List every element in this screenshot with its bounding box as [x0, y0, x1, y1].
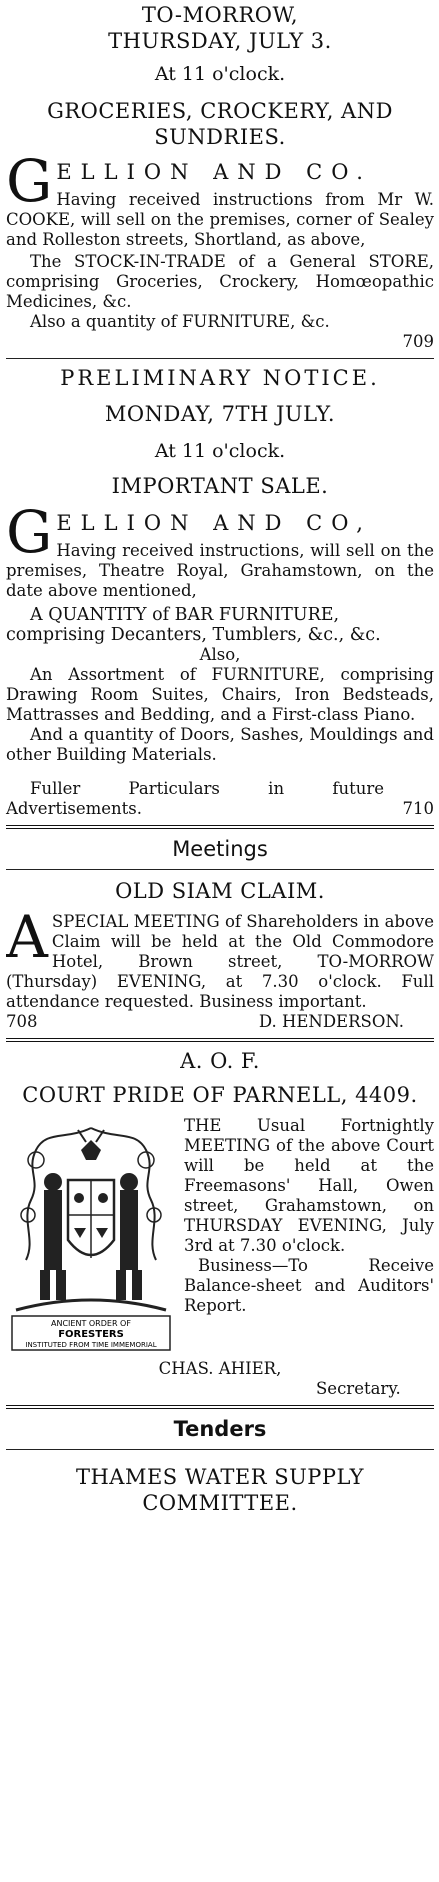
divider: [6, 1405, 434, 1409]
drop-cap: G: [6, 156, 53, 215]
ad-business: Business—To Receive Balance-sheet and Auditors' Report.: [184, 1256, 434, 1315]
ad-body: THE Usual Fortnightly MEETING of the above Court will be held at the Freemasons' Hall, Owen street, Grahamstown, on THURSDAY EVENING, July 3rd at 7.30 o'clock.: [184, 1116, 434, 1255]
ad-item: A QUANTITY of BAR FURNITURE, comprising Decanters, Tumblers, &c., &c.: [6, 605, 381, 645]
ad-date: MONDAY, 7TH JULY.: [104, 402, 336, 426]
divider: [6, 825, 434, 829]
auctioneer-rest: ELLION AND CO.: [56, 160, 372, 184]
divider: [6, 358, 434, 359]
ad-time: At 11 o'clock.: [154, 440, 286, 462]
ad-date-line: TO-MORROW,: [141, 3, 299, 27]
auctioneer-name: [6, 507, 434, 601]
section-heading: Meetings: [172, 837, 268, 861]
ad-item: And a quantity of Doors, Sashes, Mouldings and other Building Materials.: [6, 725, 434, 764]
drop-cap: G: [6, 507, 53, 566]
ad-date-line: THURSDAY, JULY 3.: [108, 29, 332, 53]
newspaper-column: [6, 0, 434, 1516]
ad-title: OLD SIAM CLAIM.: [115, 879, 325, 903]
crest-text-line: ANCIENT ORDER OF: [51, 1319, 131, 1328]
ad-signer: CHAS. AHIER,: [158, 1359, 282, 1378]
ad-body-wrap: [6, 912, 434, 1012]
crest-text-line: INSTITUTED FROM TIME IMMEMORIAL: [25, 1341, 157, 1349]
ad-also: Also,: [199, 645, 241, 664]
ad-title: THAMES WATER SUPPLY COMMITTEE.: [75, 1465, 365, 1515]
advert-aof: [6, 1048, 434, 1399]
advert-709: [6, 0, 434, 352]
ad-title: GROCERIES, CROCKERY, AND SUNDRIES.: [47, 99, 393, 149]
ad-body: Having received instructions, will sell on the premises, Theatre Royal, Grahamstown, on the date above mentioned,: [6, 541, 434, 600]
ad-body: SPECIAL MEETING of Shareholders in above Claim will be held at the Old Commodore Hotel, Brown street, TO-MORROW (Thursday) EVENING, at 7.30 o'clock. Full attendance requested. Business important.: [6, 912, 434, 1011]
ad-stock: The STOCK-IN-TRADE of a General STORE, comprising Groceries, Crockery, Homœopathic Medicines, &c.: [6, 252, 434, 311]
ad-title: IMPORTANT SALE.: [111, 474, 329, 498]
ad-title: A. O. F.: [180, 1049, 260, 1073]
drop-cap: A: [6, 912, 48, 971]
crest-text-line: FORESTERS: [58, 1329, 124, 1340]
ad-item: An Assortment of FURNITURE, comprising Drawing Room Suites, Chairs, Iron Bedsteads, Mattrasses and Bedding, and a First-class Piano.: [6, 665, 434, 724]
ad-number: 709: [402, 332, 434, 351]
ad-signature-row: [6, 1012, 434, 1032]
foresters-crest-emblem: [6, 1120, 176, 1355]
ad-number: 708: [6, 1012, 38, 1031]
advert-710: [6, 365, 434, 819]
divider: [6, 1038, 434, 1042]
ad-time: At 11 o'clock.: [154, 63, 286, 85]
ad-furniture: Also a quantity of FURNITURE, &c.: [30, 312, 330, 331]
auctioneer-name: [6, 156, 434, 250]
ad-body-wrap: [6, 1116, 434, 1357]
divider: [6, 1449, 434, 1450]
ad-court: COURT PRIDE OF PARNELL, 4409.: [22, 1083, 418, 1107]
ad-heading: PRELIMINARY NOTICE.: [60, 366, 380, 390]
auctioneer-rest: ELLION AND CO,: [56, 511, 372, 535]
section-heading: Tenders: [173, 1417, 267, 1441]
ad-number: 710: [402, 799, 434, 818]
advert-708: [6, 878, 434, 1032]
ad-signer: D. HENDERSON.: [258, 1012, 404, 1031]
ad-role: Secretary.: [316, 1379, 401, 1398]
divider: [6, 869, 434, 870]
ad-fuller: Fuller Particulars in future Advertisements.: [6, 779, 384, 818]
ad-body: Having received instructions from Mr W. COOKE, will sell on the premises, corner of Sealey and Rolleston streets, Shortland, as above,: [6, 190, 434, 249]
